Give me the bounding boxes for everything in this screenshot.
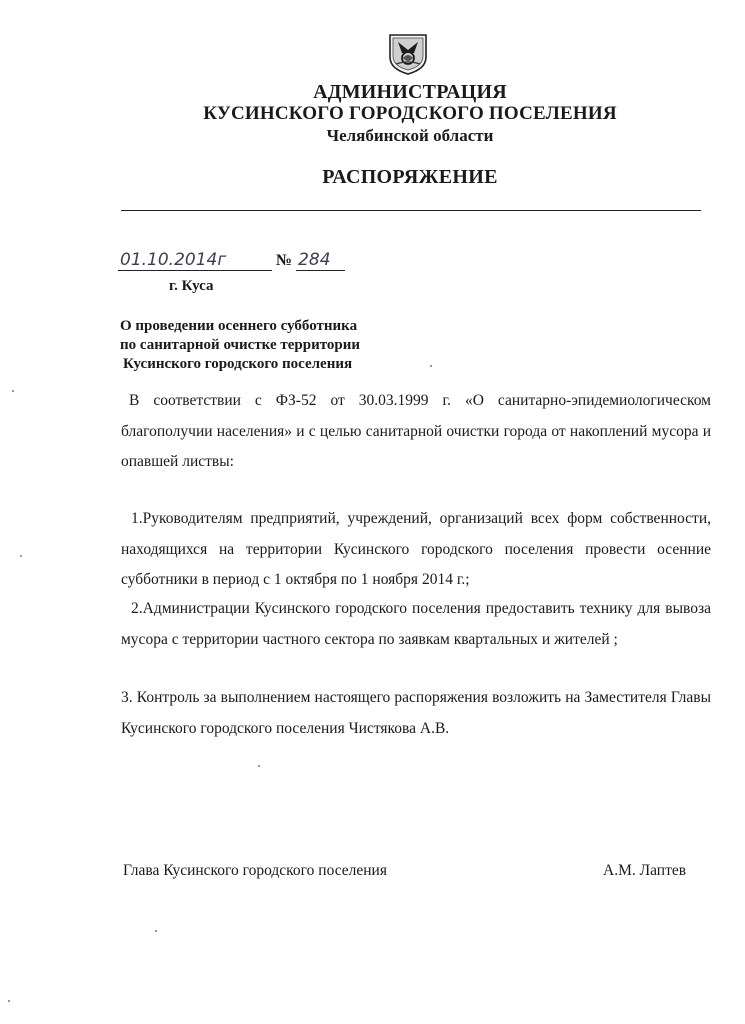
coat-of-arms-emblem xyxy=(386,33,430,75)
document-type-title: РАСПОРЯЖЕНИЕ xyxy=(322,166,498,188)
header-divider xyxy=(121,210,701,211)
org-name-line-1: АДМИНИСТРАЦИЯ xyxy=(313,81,507,103)
signatory-name: А.М. Лаптев xyxy=(603,862,687,879)
number-sign: № xyxy=(276,252,293,269)
document-subject xyxy=(120,317,360,374)
date-number-line xyxy=(118,250,345,271)
region-name: Челябинской области xyxy=(326,126,494,145)
scan-speck xyxy=(12,390,14,392)
order-item-3: 3. Контроль за выполнением настоящего распоряжения возложить на Заместителя Главы Кусинского городского поселения Чистякова А.В. xyxy=(121,689,711,737)
order-item-1: 1.Руководителям предприятий, учреждений, организаций всех форм собственности, находящихся на территории Кусинского городского поселения провести осенние субботники в период с 1 октября по 1 ноября 2014 г.; xyxy=(121,510,711,588)
subject-line-3: Кусинского городского поселения xyxy=(123,356,353,372)
city-name: г. Куса xyxy=(169,278,214,294)
handwritten-number: 284 xyxy=(296,250,345,271)
signatory-title: Глава Кусинского городского поселения xyxy=(123,862,387,879)
intro-paragraph: В соответствии с ФЗ-52 от 30.03.1999 г. «О санитарно-эпидемиологическом благополучии населения» и с целью санитарной очистки города от накоплений мусора и опавшей листвы: xyxy=(121,392,711,470)
handwritten-date: 01.10.2014г xyxy=(118,250,272,271)
scan-speck xyxy=(258,765,260,767)
subject-line-2: по санитарной очистке территории xyxy=(120,337,361,353)
subject-line-1: О проведении осеннего субботника xyxy=(120,318,358,334)
org-name-line-2: КУСИНСКОГО ГОРОДСКОГО ПОСЕЛЕНИЯ xyxy=(203,103,617,124)
order-item-2: 2.Администрации Кусинского городского поселения предоставить технику для вывоза мусора с территории частного сектора по заявкам квартальных и жителей ; xyxy=(121,600,711,648)
scan-speck xyxy=(8,1000,10,1002)
scan-speck xyxy=(20,555,22,557)
scan-speck xyxy=(155,930,157,932)
scan-speck xyxy=(430,365,432,367)
